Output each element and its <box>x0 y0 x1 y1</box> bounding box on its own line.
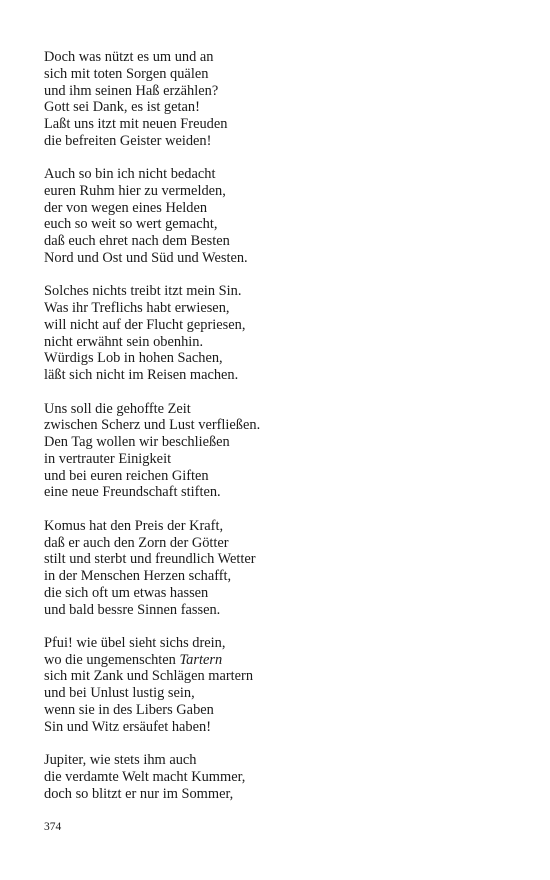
verse-line: Solches nichts treibt itzt mein Sin. <box>44 283 242 300</box>
poem-text <box>44 49 514 819</box>
verse-line: Auch so bin ich nicht bedacht <box>44 166 216 183</box>
stanza-6 <box>44 635 514 736</box>
stanza-5 <box>44 518 514 619</box>
verse-line: in der Menschen Herzen schafft, <box>44 568 232 584</box>
stanza-1 <box>44 49 514 150</box>
verse-line: doch so blitzt er nur im Sommer, <box>44 785 234 802</box>
verse-line: stilt und sterbt und freundlich Wetter <box>44 551 256 568</box>
verse-line: Gott sei Dank, es ist getan! <box>44 99 200 116</box>
verse-line-text: wo die ungemenschten <box>44 651 176 668</box>
verse-line: Komus hat den Preis der Kraft, <box>44 517 224 534</box>
verse-line: der von wegen eines Helden <box>44 199 208 216</box>
verse-line: die verdamte Welt macht Kummer, <box>44 768 246 785</box>
stanza-2 <box>44 166 514 267</box>
stanza-3 <box>44 283 514 384</box>
verse-line: Uns soll die gehoffte Zeit <box>44 400 191 417</box>
verse-line: Sin und Witz ersäufet haben! <box>44 718 211 735</box>
verse-line: euch so weit so wert gemacht, <box>44 216 218 233</box>
verse-line: und ihm seinen Haß erzählen? <box>44 82 219 99</box>
verse-line: sich mit Zank und Schlägen martern <box>44 668 254 685</box>
verse-line: und bald bessre Sinnen fassen. <box>44 601 221 618</box>
verse-line: Würdigs Lob in hohen Sachen, <box>44 350 223 367</box>
verse-line: und bei Unlust lustig sein, <box>44 685 195 702</box>
verse-line: zwischen Scherz und Lust verfließen. <box>44 417 261 434</box>
verse-line-with-italic <box>44 652 514 669</box>
verse-line: euren Ruhm hier zu vermelden, <box>44 182 226 199</box>
verse-line: daß euch ehret nach dem Besten <box>44 233 230 250</box>
verse-line: wenn sie in des Libers Gaben <box>44 701 214 718</box>
verse-line: Nord und Ost und Süd und Westen. <box>44 249 248 266</box>
verse-line: Doch was nützt es um und an <box>44 49 214 65</box>
verse-line: nicht erwähnt sein obenhin. <box>44 333 204 350</box>
stanza-7 <box>44 752 514 802</box>
page-number: 374 <box>44 821 62 833</box>
italic-word: Tartern <box>179 651 223 668</box>
verse-line: in vertrauter Einigkeit <box>44 450 172 467</box>
verse-line: eine neue Freundschaft stiften. <box>44 484 221 501</box>
verse-line: daß er auch den Zorn der Götter <box>44 534 229 551</box>
verse-line: will nicht auf der Flucht gepriesen, <box>44 316 246 333</box>
verse-line: Laßt uns itzt mit neuen Freuden <box>44 116 228 132</box>
verse-line: läßt sich nicht im Reisen machen. <box>44 367 239 384</box>
verse-line: Pfui! wie übel sieht sichs drein, <box>44 634 226 651</box>
verse-line: die sich oft um etwas hassen <box>44 584 209 601</box>
stanza-4 <box>44 401 514 502</box>
verse-line: und bei euren reichen Giften <box>44 467 209 484</box>
verse-line: die befreiten Geister weiden! <box>44 132 212 149</box>
verse-line: Den Tag wollen wir beschließen <box>44 434 230 451</box>
verse-line: sich mit toten Sorgen quälen <box>44 65 209 82</box>
verse-line: Jupiter, wie stets ihm auch <box>44 752 197 769</box>
verse-line: Was ihr Treflichs habt erwiesen, <box>44 300 230 317</box>
